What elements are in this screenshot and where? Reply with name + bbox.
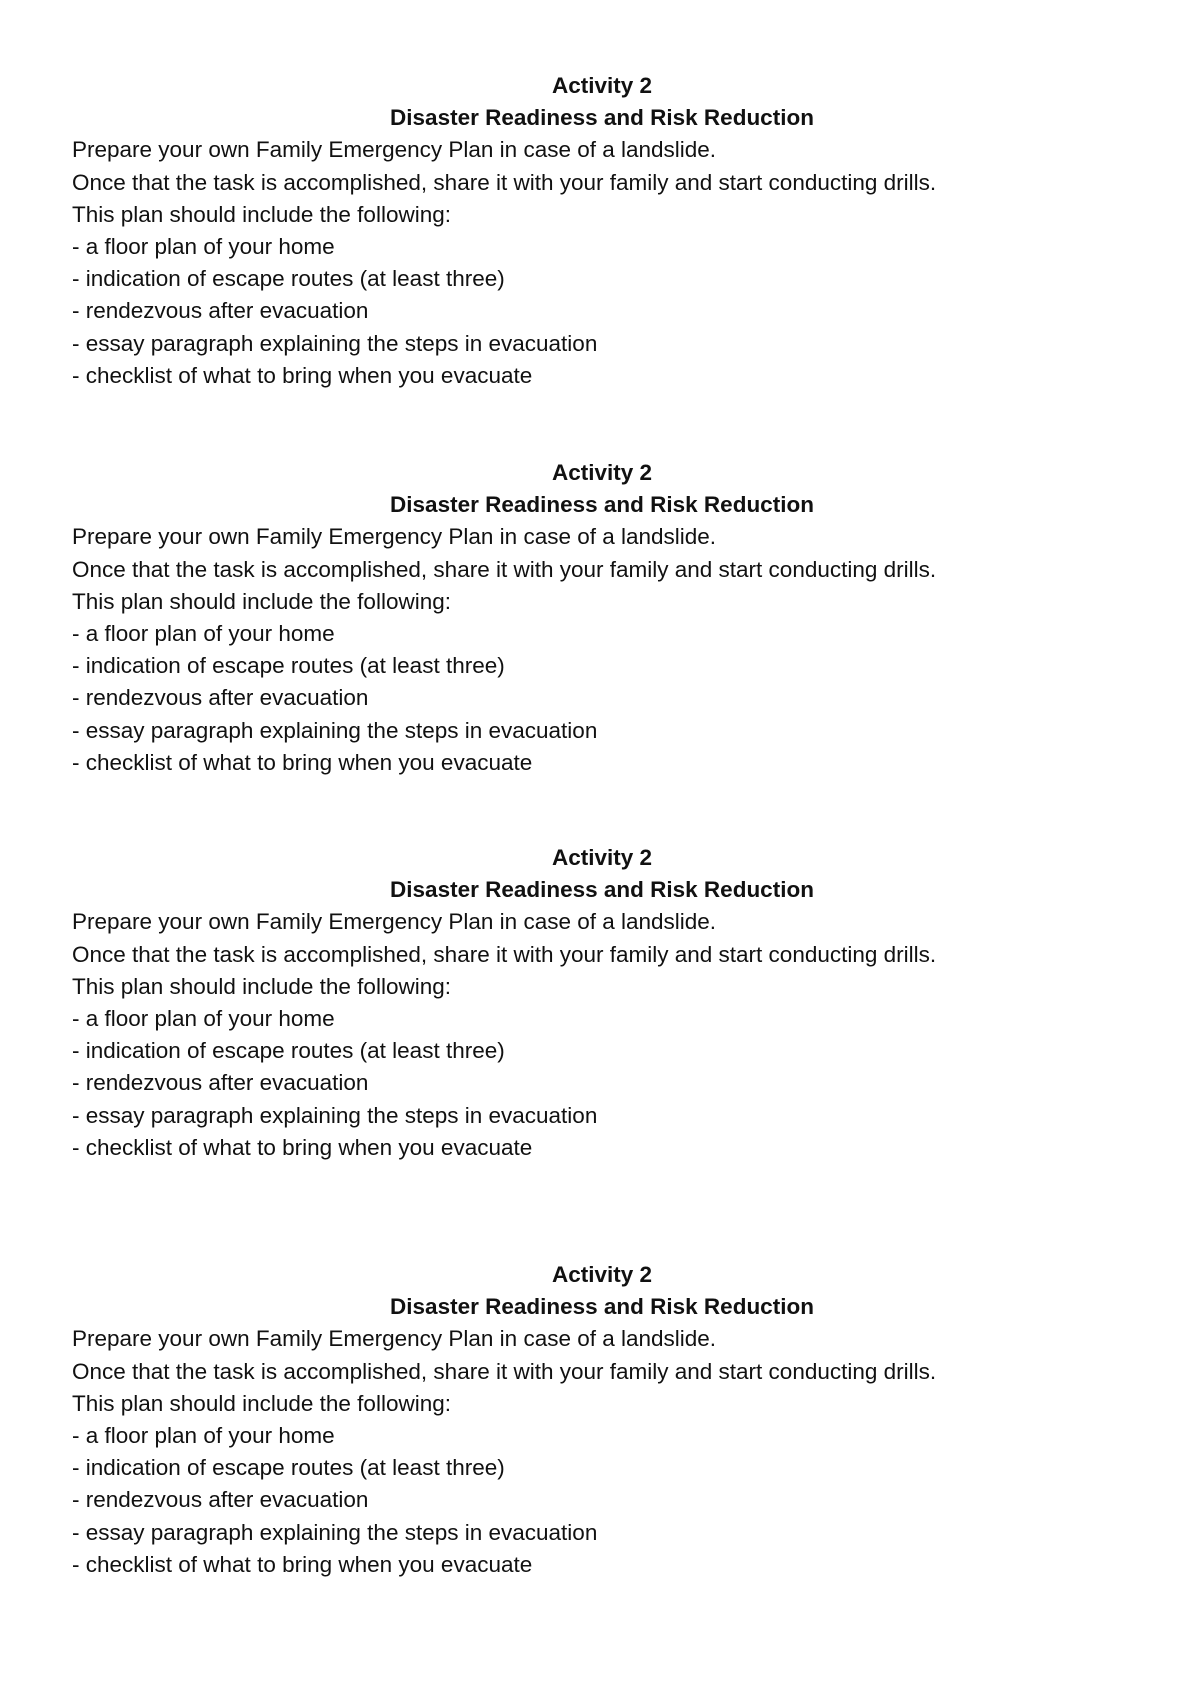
instruction-line: This plan should include the following: bbox=[72, 588, 451, 614]
requirements-list bbox=[72, 1420, 1132, 1581]
activity-subtitle: Disaster Readiness and Risk Reduction bbox=[390, 492, 814, 518]
list-item: - checklist of what to bring when you evacuate bbox=[72, 749, 533, 775]
list-item: - rendezvous after evacuation bbox=[72, 685, 369, 711]
requirements-list bbox=[72, 231, 1132, 392]
instruction-line: Prepare your own Family Emergency Plan in case of a landslide. bbox=[72, 524, 717, 550]
activity-subtitle: Disaster Readiness and Risk Reduction bbox=[390, 105, 814, 131]
activity-block bbox=[72, 457, 1132, 779]
list-item: - checklist of what to bring when you evacuate bbox=[72, 1134, 533, 1160]
instruction-line: Prepare your own Family Emergency Plan in case of a landslide. bbox=[72, 137, 717, 163]
list-item: - a floor plan of your home bbox=[72, 1422, 335, 1448]
instruction-line: Once that the task is accomplished, share it with your family and start conducting drills. bbox=[72, 556, 937, 582]
activity-title: Activity 2 bbox=[551, 1262, 653, 1287]
instruction-line: This plan should include the following: bbox=[72, 973, 451, 999]
list-item: - essay paragraph explaining the steps in evacuation bbox=[72, 717, 598, 743]
activity-subtitle: Disaster Readiness and Risk Reduction bbox=[390, 1294, 814, 1320]
activity-title: Activity 2 bbox=[551, 845, 653, 870]
instruction-line: Once that the task is accomplished, share it with your family and start conducting drills. bbox=[72, 941, 937, 967]
activity-block bbox=[72, 842, 1132, 1164]
instruction-line: Prepare your own Family Emergency Plan in case of a landslide. bbox=[72, 1326, 717, 1352]
list-item: - indication of escape routes (at least three) bbox=[72, 653, 505, 679]
activity-block bbox=[72, 1259, 1132, 1581]
activity-title: Activity 2 bbox=[551, 73, 653, 98]
list-item: - essay paragraph explaining the steps in evacuation bbox=[72, 330, 598, 356]
list-item: - indication of escape routes (at least three) bbox=[72, 1455, 505, 1481]
instruction-line: This plan should include the following: bbox=[72, 1390, 451, 1416]
activity-block bbox=[72, 70, 1132, 392]
list-item: - indication of escape routes (at least three) bbox=[72, 1038, 505, 1064]
list-item: - rendezvous after evacuation bbox=[72, 1070, 369, 1096]
instruction-line: This plan should include the following: bbox=[72, 201, 451, 227]
instruction-line: Once that the task is accomplished, share it with your family and start conducting drills. bbox=[72, 169, 937, 195]
list-item: - rendezvous after evacuation bbox=[72, 1487, 369, 1513]
list-item: - a floor plan of your home bbox=[72, 233, 335, 259]
requirements-list bbox=[72, 618, 1132, 779]
instruction-line: Prepare your own Family Emergency Plan in case of a landslide. bbox=[72, 909, 717, 935]
list-item: - rendezvous after evacuation bbox=[72, 298, 369, 324]
list-item: - indication of escape routes (at least three) bbox=[72, 266, 505, 292]
requirements-list bbox=[72, 1003, 1132, 1164]
instruction-line: Once that the task is accomplished, share it with your family and start conducting drills. bbox=[72, 1358, 937, 1384]
activity-title: Activity 2 bbox=[551, 460, 653, 485]
list-item: - checklist of what to bring when you evacuate bbox=[72, 362, 533, 388]
list-item: - a floor plan of your home bbox=[72, 620, 335, 646]
list-item: - essay paragraph explaining the steps in evacuation bbox=[72, 1102, 598, 1128]
activity-subtitle: Disaster Readiness and Risk Reduction bbox=[390, 877, 814, 903]
list-item: - checklist of what to bring when you evacuate bbox=[72, 1551, 533, 1577]
list-item: - a floor plan of your home bbox=[72, 1005, 335, 1031]
list-item: - essay paragraph explaining the steps in evacuation bbox=[72, 1519, 598, 1545]
